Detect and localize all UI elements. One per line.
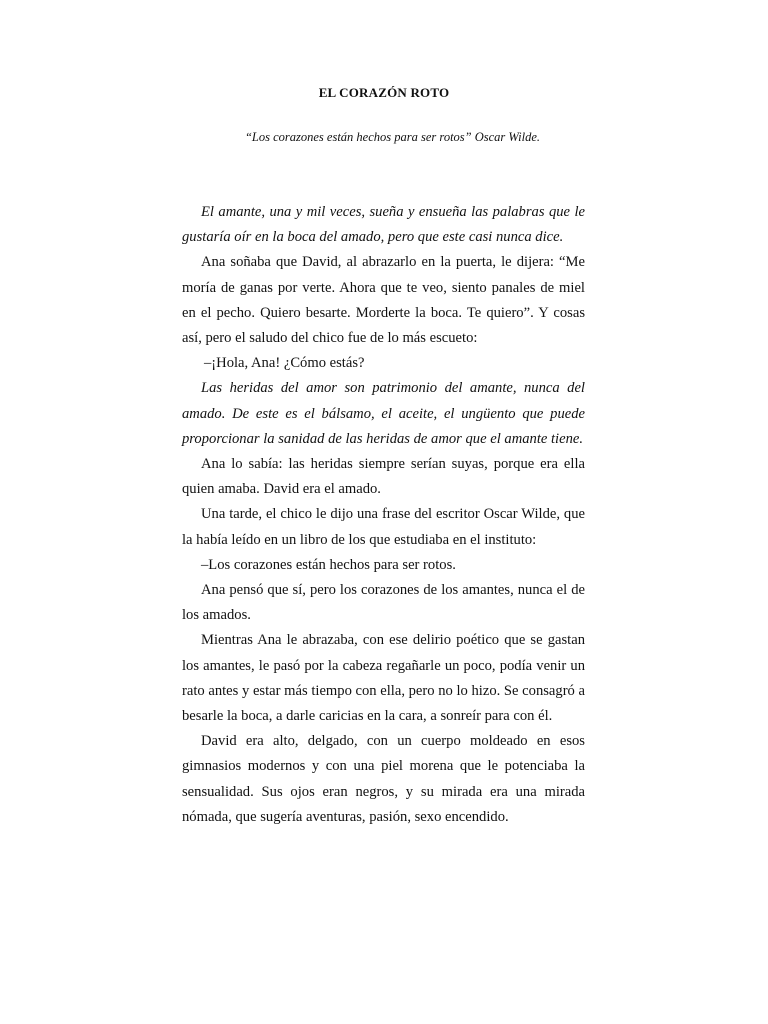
epigraph: “Los corazones están hechos para ser rotos” Oscar Wilde. (244, 130, 541, 144)
paragraph-4: Ana lo sabía: las heridas siempre serían suyas, porque era ella quien amaba. David era el amado. (182, 456, 585, 498)
document-body (182, 200, 585, 830)
paragraph-1: El amante, una y mil veces, sueña y ensueña las palabras que le gustaría oír en la boca del amado, pero que este casi nunca dice. (182, 204, 585, 246)
dialogue-line-1: –¡Hola, Ana! ¿Cómo estás? (204, 355, 365, 372)
document-title: EL CORAZÓN ROTO (318, 85, 450, 100)
paragraph-7: Mientras Ana le abrazaba, con ese delirio poético que se gastan los amantes, le pasó por la cabeza regañarle un poco, podía venir un rato antes y estar más tiempo con ella, pero no lo hizo. Se consagró a besarle la boca, a darle caricias en la cara, a sonreír para con él. (182, 632, 585, 725)
dialogue-line-2: –Los corazones están hechos para ser rotos. (201, 556, 456, 573)
paragraph-2: Ana soñaba que David, al abrazarlo en la puerta, le dijera: “Me moría de ganas por verte. Ahora que te veo, siento panales de miel en el pecho. Quiero besarte. Morderte la boca. Te quiero”. Y cosas así, pero el saludo del chico fue de lo más escueto: (182, 254, 585, 347)
paragraph-3: Las heridas del amor son patrimonio del amante, nunca del amado. De este es el bálsamo, el aceite, el ungüento que puede proporcionar la sanidad de las heridas de amor que el amante tiene. (182, 380, 585, 447)
paragraph-5: Una tarde, el chico le dijo una frase del escritor Oscar Wilde, que la había leído en un libro de los que estudiaba en el instituto: (182, 506, 585, 548)
paragraph-8: David era alto, delgado, con un cuerpo moldeado en esos gimnasios modernos y con una piel morena que le potenciaba la sensualidad. Sus ojos eran negros, y su mirada era una mirada nómada, que sugería aventuras, pasión, sexo encendido. (182, 733, 585, 825)
paragraph-6: Ana pensó que sí, pero los corazones de los amantes, nunca el de los amados. (182, 582, 585, 624)
